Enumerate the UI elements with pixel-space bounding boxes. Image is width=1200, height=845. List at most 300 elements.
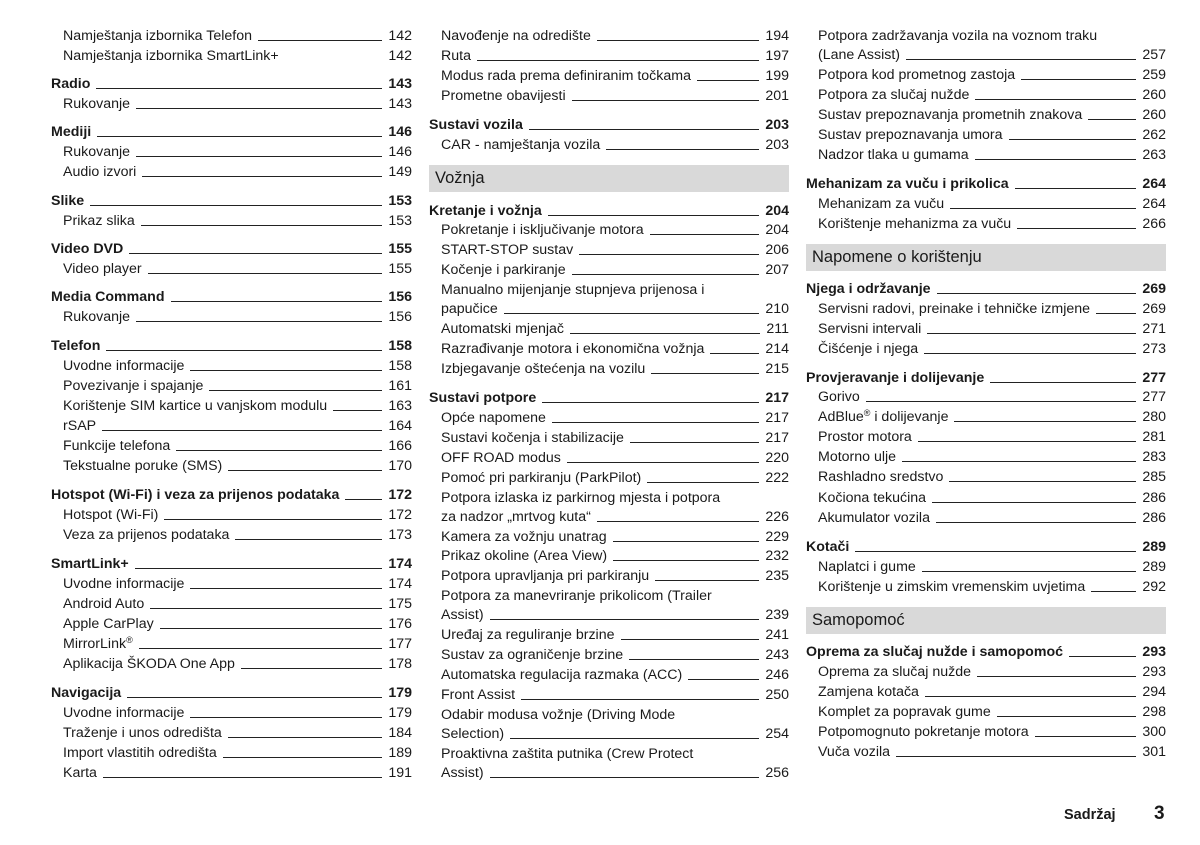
toc-entry-pomoc-pri-parkiranju-parkpilot[interactable] <box>429 468 789 488</box>
toc-entry-veza-za-prijenos-podataka[interactable] <box>51 525 412 545</box>
toc-page-number: 263 <box>1142 147 1166 163</box>
leader-dots <box>129 253 382 254</box>
toc-entry-off-road-modus[interactable] <box>429 448 789 468</box>
toc-page-number: 174 <box>388 576 412 592</box>
leader-dots <box>937 293 1137 294</box>
toc-entry-servisni-radovi-preinake-i-tehnicke-izmj[interactable] <box>806 299 1166 319</box>
leader-dots <box>504 313 760 314</box>
leader-dots <box>932 502 1136 503</box>
leader-dots <box>866 401 1137 402</box>
toc-page-number: 257 <box>1142 47 1166 63</box>
toc-chapter-sustavi-potpore[interactable] <box>429 388 789 408</box>
toc-entry-label: Čišćenje i njega <box>818 341 919 357</box>
toc-entry-koristenje-u-zimskim-vremenskim-uvjetima[interactable] <box>806 577 1166 597</box>
leader-dots <box>97 136 382 137</box>
toc-page-number: 176 <box>388 616 412 632</box>
toc-entry-label: Sustavi kočenja i stabilizacije <box>441 430 624 446</box>
toc-entry-potpora-zadrzavanja-vozila-na-voznom-tra[interactable] <box>806 45 1166 65</box>
toc-page-number: 260 <box>1142 107 1166 123</box>
leader-dots <box>552 422 759 423</box>
leader-dots <box>950 208 1136 209</box>
toc-entry-namjestanja-izbornika-smartlink[interactable] <box>51 46 412 66</box>
registered-mark: ® <box>126 635 133 645</box>
toc-entry-adblue[interactable] <box>806 407 1166 427</box>
toc-entry-label: Povezivanje i spajanje <box>63 378 204 394</box>
toc-entry-label: Aplikacija ŠKODA One App <box>63 656 235 672</box>
toc-page-number: 239 <box>765 607 789 623</box>
toc-entry-sustav-prepoznavanja-umora[interactable] <box>806 125 1166 145</box>
toc-page-number: 166 <box>388 438 412 454</box>
toc-chapter-navigacija[interactable] <box>51 683 412 703</box>
leader-dots <box>510 738 759 739</box>
toc-entry-oprema-za-slucaj-nuzde[interactable] <box>806 662 1166 682</box>
toc-entry-label: Servisni radovi, preinake i tehničke izmjene <box>818 301 1091 317</box>
leader-dots <box>223 757 383 758</box>
toc-entry-label: MirrorLink® <box>63 635 133 652</box>
toc-entry-audio-izvori[interactable] <box>51 162 412 182</box>
leader-dots <box>927 333 1136 334</box>
toc-entry-automatski-mjenjac[interactable] <box>429 319 789 339</box>
toc-entry-razraivanje-motora-i-ekonomicna-voznja[interactable] <box>429 339 789 359</box>
toc-entry-rukovanje[interactable] <box>51 94 412 114</box>
toc-entry-rukovanje[interactable] <box>51 142 412 162</box>
leader-dots <box>258 40 382 41</box>
toc-page-number: 266 <box>1142 216 1166 232</box>
toc-entry-label: Slike <box>51 193 85 209</box>
toc-entry-rashladno-sredstvo[interactable] <box>806 467 1166 487</box>
toc-entry-sustav-za-ogranicenje-brzine[interactable] <box>429 645 789 665</box>
toc-entry-namjestanja-izbornika-telefon[interactable] <box>51 26 412 46</box>
leader-dots <box>918 441 1137 442</box>
toc-chapter-slike[interactable] <box>51 191 412 211</box>
toc-entry-label: Veza za prijenos podataka <box>63 527 230 543</box>
toc-page-number: 211 <box>766 321 789 337</box>
toc-entry-label: Rukovanje <box>63 144 131 160</box>
toc-page-number: 217 <box>765 430 789 446</box>
toc-page-number: 201 <box>765 88 789 104</box>
toc-page-number: 153 <box>388 193 412 209</box>
toc-entry-label: Sustav prepoznavanja prometnih znakova <box>818 107 1083 123</box>
toc-entry-rukovanje[interactable] <box>51 307 412 327</box>
leader-dots <box>136 156 382 157</box>
toc-entry-line: Potpora za manevriranje prikolicom (Trailer <box>441 588 712 604</box>
toc-entry-mirrorlink[interactable] <box>51 634 412 654</box>
toc-entry-label: Audio izvori <box>63 164 137 180</box>
toc-entry-pokretanje-i-iskljucivanje-motora[interactable] <box>429 220 789 240</box>
toc-entry-label: Motorno ulje <box>818 449 897 465</box>
toc-page-number: 277 <box>1142 389 1166 405</box>
toc-page-number: 142 <box>388 48 412 64</box>
toc-entry-label: Automatska regulacija razmaka (ACC) <box>441 667 683 683</box>
toc-page-number: 172 <box>388 507 412 523</box>
toc-entry-label: Pokretanje i isključivanje motora <box>441 222 644 238</box>
toc-entry-motorno-ulje[interactable] <box>806 447 1166 467</box>
toc-entry-label: Assist) <box>441 607 484 623</box>
toc-entry-naplatci-i-gume[interactable] <box>806 557 1166 577</box>
toc-page-number: 204 <box>765 203 789 219</box>
leader-dots <box>655 580 759 581</box>
leader-dots <box>127 697 382 698</box>
leader-dots <box>136 108 382 109</box>
leader-dots <box>1009 139 1137 140</box>
toc-entry-label: Video player <box>63 261 142 277</box>
toc-entry-uvodne-informacije[interactable] <box>51 574 412 594</box>
leader-dots <box>176 450 382 451</box>
toc-entry-label: Prikaz slika <box>63 213 135 229</box>
toc-entry-label: Provjeravanje i dolijevanje <box>806 370 985 386</box>
toc-entry-kocenje-i-parkiranje[interactable] <box>429 260 789 280</box>
leader-dots <box>924 353 1136 354</box>
toc-entry-label: Selection) <box>441 726 505 742</box>
toc-entry-trazenje-i-unos-odredista[interactable] <box>51 723 412 743</box>
toc-entry-aplikacija-skoda-one-app[interactable] <box>51 654 412 674</box>
toc-entry-start-stop-sustav[interactable] <box>429 240 789 260</box>
toc-page-number: 256 <box>765 765 789 781</box>
leader-dots <box>710 353 759 354</box>
toc-page-number: 153 <box>388 213 412 229</box>
toc-entry-video-player[interactable] <box>51 259 412 279</box>
toc-page-number: 293 <box>1142 664 1166 680</box>
toc-page-number: 207 <box>765 262 789 278</box>
leader-dots <box>855 551 1136 552</box>
toc-entry-hotspot-wi-fi[interactable] <box>51 505 412 525</box>
toc-entry-uvodne-informacije[interactable] <box>51 703 412 723</box>
leader-dots <box>228 737 383 738</box>
toc-entry-manualno-mijenjanje-stupnjeva-prijenosa-[interactable] <box>429 299 789 319</box>
leader-dots <box>333 410 382 411</box>
toc-page-number: 173 <box>388 527 412 543</box>
leader-dots <box>148 273 383 274</box>
toc-chapter-video-dvd[interactable] <box>51 239 412 259</box>
leader-dots <box>141 225 383 226</box>
toc-entry-koristenje-mehanizma-za-vucu[interactable] <box>806 214 1166 234</box>
toc-chapter-kotaci[interactable] <box>806 537 1166 557</box>
toc-entry-zamjena-kotaca[interactable] <box>806 682 1166 702</box>
toc-entry-label: Sustavi vozila <box>429 117 523 133</box>
toc-entry-label: Izbjegavanje oštećenja na vozilu <box>441 361 646 377</box>
toc-entry-kociona-tekucina[interactable] <box>806 488 1166 508</box>
toc-page-number: 281 <box>1142 429 1166 445</box>
leader-dots <box>96 88 382 89</box>
toc-entry-label: Video DVD <box>51 241 124 257</box>
leader-dots <box>606 149 759 150</box>
toc-entry-kamera-za-voznju-unatrag[interactable] <box>429 527 789 547</box>
toc-page-number: 184 <box>388 725 412 741</box>
toc-entry-potpora-za-manevriranje-prikolicom-trail[interactable] <box>429 605 789 625</box>
leader-dots <box>990 382 1136 383</box>
toc-chapter-kretanje-i-voznja[interactable] <box>429 201 789 221</box>
toc-page-number: 214 <box>765 341 789 357</box>
toc-entry-label: Mehanizam za vuču <box>818 196 945 212</box>
leader-dots <box>529 129 759 130</box>
toc-chapter-sustavi-vozila[interactable] <box>429 115 789 135</box>
leader-dots <box>228 470 382 471</box>
leader-dots <box>542 402 759 403</box>
toc-entry-label: papučice <box>441 301 498 317</box>
toc-entry-line: Potpora zadržavanja vozila na voznom traku <box>818 28 1098 44</box>
leader-dots <box>477 60 759 61</box>
toc-entry-automatska-regulacija-razmaka-acc[interactable] <box>429 665 789 685</box>
toc-entry-tekstualne-poruke-sms[interactable] <box>51 456 412 476</box>
toc-entry-vuca-vozila[interactable] <box>806 742 1166 762</box>
toc-page-number: 156 <box>388 289 412 305</box>
toc-entry-apple-carplay[interactable] <box>51 614 412 634</box>
toc-entry-label: Tekstualne poruke (SMS) <box>63 458 223 474</box>
toc-chapter-radio[interactable] <box>51 74 412 94</box>
leader-dots <box>613 541 760 542</box>
toc-page-number: 241 <box>765 627 789 643</box>
leader-dots <box>579 254 759 255</box>
toc-entry-koristenje-sim-kartice-u-vanjskom-modulu[interactable] <box>51 396 412 416</box>
leader-dots <box>190 370 382 371</box>
toc-entry-label: Razrađivanje motora i ekonomična vožnja <box>441 341 705 357</box>
toc-page-number: 206 <box>765 242 789 258</box>
leader-dots <box>136 321 382 322</box>
toc-entry-line: Proaktivna zaštita putnika (Crew Protect <box>441 746 694 762</box>
toc-chapter-njega-i-odrzavanje[interactable] <box>806 279 1166 299</box>
toc-entry-label: Potpora kod prometnog zastoja <box>818 67 1016 83</box>
toc-entry-label: Mediji <box>51 124 92 140</box>
toc-entry-import-vlastitih-odredista[interactable] <box>51 743 412 763</box>
toc-entry-label: Ruta <box>441 48 471 64</box>
toc-page-number: 210 <box>765 301 789 317</box>
toc-entry-rsap[interactable] <box>51 416 412 436</box>
toc-entry-label: Opće napomene <box>441 410 546 426</box>
toc-page-number: 174 <box>388 556 412 572</box>
toc-page-number: 143 <box>388 96 412 112</box>
toc-page-number: 220 <box>765 450 789 466</box>
toc-entry-label: Korištenje u zimskim vremenskim uvjetima <box>818 579 1086 595</box>
toc-page-number: 283 <box>1142 449 1166 465</box>
toc-entry-label: Traženje i unos odredišta <box>63 725 222 741</box>
toc-page-number: 286 <box>1142 510 1166 526</box>
leader-dots <box>190 588 382 589</box>
toc-entry-line: Potpora izlaska iz parkirnog mjesta i potpora <box>441 490 721 506</box>
toc-chapter-mediji[interactable] <box>51 122 412 142</box>
toc-page-number: 179 <box>388 685 412 701</box>
toc-entry-label: Radio <box>51 76 91 92</box>
toc-page-number: 158 <box>388 338 412 354</box>
toc-entry-label: Naplatci i gume <box>818 559 916 575</box>
toc-page-number: 155 <box>388 261 412 277</box>
toc-page-number: 262 <box>1142 127 1166 143</box>
section-heading-samopomoc: Samopomoć <box>806 607 1166 634</box>
toc-entry-label: Namještanja izbornika SmartLink+ <box>63 48 279 64</box>
leader-dots <box>922 571 1137 572</box>
leader-dots <box>1035 736 1137 737</box>
leader-dots <box>135 568 383 569</box>
toc-chapter-provjeravanje-i-dolijevanje[interactable] <box>806 368 1166 388</box>
toc-entry-ureaj-za-reguliranje-brzine[interactable] <box>429 625 789 645</box>
leader-dots <box>650 234 760 235</box>
toc-page-number: 286 <box>1142 490 1166 506</box>
section-heading-napomene-o-koristenju: Napomene o korištenju <box>806 244 1166 271</box>
toc-entry-potpora-za-slucaj-nuzde[interactable] <box>806 85 1166 105</box>
toc-entry-label: Kočiona tekućina <box>818 490 927 506</box>
toc-entry-izbjegavanje-ostecenja-na-vozilu[interactable] <box>429 359 789 379</box>
toc-chapter-mehanizam-za-vucu-i-prikolica[interactable] <box>806 174 1166 194</box>
toc-page-number: 235 <box>765 568 789 584</box>
toc-entry-potpora-kod-prometnog-zastoja[interactable] <box>806 65 1166 85</box>
leader-dots <box>90 205 382 206</box>
leader-dots <box>171 301 383 302</box>
leader-dots <box>490 619 760 620</box>
toc-page-number: 161 <box>388 378 412 394</box>
toc-page-number: 203 <box>765 137 789 153</box>
leader-dots <box>490 777 760 778</box>
toc-page-number: 172 <box>388 487 412 503</box>
toc-entry-akumulator-vozila[interactable] <box>806 508 1166 528</box>
toc-entry-gorivo[interactable] <box>806 387 1166 407</box>
toc-entry-label: Uvodne informacije <box>63 576 185 592</box>
toc-entry-label: Gorivo <box>818 389 860 405</box>
toc-entry-label: Prikaz okoline (Area View) <box>441 548 608 564</box>
toc-entry-uvodne-informacije[interactable] <box>51 356 412 376</box>
toc-entry-label: Automatski mjenjač <box>441 321 565 337</box>
toc-chapter-telefon[interactable] <box>51 336 412 356</box>
toc-entry-label: Assist) <box>441 765 484 781</box>
toc-entry-label: Modus rada prema definiranim točkama <box>441 68 691 84</box>
toc-chapter-hotspot-wi-fi-i-veza-za-prijenos-podatak[interactable] <box>51 485 412 505</box>
toc-page-number: 191 <box>388 765 412 781</box>
toc-page-number: 289 <box>1142 559 1166 575</box>
toc-entry-label: Navigacija <box>51 685 122 701</box>
toc-entry-proaktivna-zastita-putnika-crew-protect[interactable] <box>429 763 789 783</box>
toc-entry-nadzor-tlaka-u-gumama[interactable] <box>806 145 1166 165</box>
toc-entry-label: Korištenje mehanizma za vuču <box>818 216 1012 232</box>
toc-entry-sustavi-kocenja-i-stabilizacije[interactable] <box>429 428 789 448</box>
toc-entry-label: Nadzor tlaka u gumama <box>818 147 969 163</box>
toc-entry-funkcije-telefona[interactable] <box>51 436 412 456</box>
toc-entry-ruta[interactable] <box>429 46 789 66</box>
toc-page-number: 217 <box>765 410 789 426</box>
leader-dots <box>925 696 1136 697</box>
toc-page-number: 280 <box>1142 409 1166 425</box>
toc-page-number: 178 <box>388 656 412 672</box>
toc-entry-label: Namještanja izbornika Telefon <box>63 28 253 44</box>
leader-dots <box>896 756 1136 757</box>
toc-page-number: 203 <box>765 117 789 133</box>
leader-dots <box>572 274 760 275</box>
toc-entry-label: Prometne obavijesti <box>441 88 566 104</box>
toc-entry-potpora-izlaska-iz-parkirnog-mjesta-i-po[interactable] <box>429 507 789 527</box>
toc-entry-label: Apple CarPlay <box>63 616 154 632</box>
toc-page-number: 271 <box>1142 321 1166 337</box>
toc-page-number: 194 <box>765 28 789 44</box>
leader-dots <box>1088 119 1136 120</box>
leader-dots <box>688 679 759 680</box>
toc-entry-prostor-motora[interactable] <box>806 427 1166 447</box>
leader-dots <box>697 80 759 81</box>
toc-entry-povezivanje-i-spajanje[interactable] <box>51 376 412 396</box>
leader-dots <box>597 40 759 41</box>
toc-entry-label: Zamjena kotača <box>818 684 919 700</box>
toc-page-number: 179 <box>388 705 412 721</box>
toc-entry-android-auto[interactable] <box>51 594 412 614</box>
leader-dots <box>235 539 382 540</box>
toc-page-number: 260 <box>1142 87 1166 103</box>
leader-dots <box>190 717 382 718</box>
toc-entry-karta[interactable] <box>51 763 412 783</box>
toc-entry-servisni-intervali[interactable] <box>806 319 1166 339</box>
toc-entry-ciscenje-i-njega[interactable] <box>806 339 1166 359</box>
toc-entry-label: Akumulator vozila <box>818 510 930 526</box>
toc-page-number: 289 <box>1142 539 1166 555</box>
toc-entry-label: Uvodne informacije <box>63 358 185 374</box>
leader-dots <box>1096 313 1136 314</box>
page-number: 3 <box>1154 803 1165 824</box>
leader-dots <box>1017 228 1136 229</box>
toc-entry-label: Potpomognuto pokretanje motora <box>818 724 1029 740</box>
toc-entry-label: Hotspot (Wi-Fi) <box>63 507 159 523</box>
toc-page-number: 163 <box>388 398 412 414</box>
toc-page-number: 158 <box>388 358 412 374</box>
toc-entry-label: Hotspot (Wi-Fi) i veza za prijenos podataka <box>51 487 340 503</box>
toc-entry-label: Kočenje i parkiranje <box>441 262 566 278</box>
toc-page-number: 273 <box>1142 341 1166 357</box>
toc-entry-label: OFF ROAD modus <box>441 450 561 466</box>
toc-entry-label: Njega i održavanje <box>806 281 931 297</box>
toc-chapter-oprema-za-slucaj-nuzde-i-samopomoc[interactable] <box>806 642 1166 662</box>
toc-chapter-media-command[interactable] <box>51 287 412 307</box>
toc-page-number: 298 <box>1142 704 1166 720</box>
leader-dots <box>906 59 1136 60</box>
leader-dots <box>597 521 760 522</box>
toc-entry-car---namjestanja-vozila[interactable] <box>429 135 789 155</box>
toc-page-number: 204 <box>765 222 789 238</box>
toc-entry-label: Servisni intervali <box>818 321 922 337</box>
toc-entry-mehanizam-za-vucu[interactable] <box>806 194 1166 214</box>
toc-chapter-smartlink[interactable] <box>51 554 412 574</box>
toc-page-number: 146 <box>388 144 412 160</box>
toc-entry-label: Kamera za vožnju unatrag <box>441 529 607 545</box>
toc-entry-modus-rada-prema-definiranim-tockama[interactable] <box>429 66 789 86</box>
toc-entry-komplet-za-popravak-gume[interactable] <box>806 702 1166 722</box>
toc-entry-front-assist[interactable] <box>429 685 789 705</box>
leader-dots <box>150 608 382 609</box>
toc-entry-label: Sustav prepoznavanja umora <box>818 127 1003 143</box>
toc-page-number: 285 <box>1142 469 1166 485</box>
leader-dots <box>209 390 382 391</box>
toc-page-number: 250 <box>765 687 789 703</box>
toc-entry-prikaz-slika[interactable] <box>51 211 412 231</box>
toc-entry-sustav-prepoznavanja-prometnih-znakova[interactable] <box>806 105 1166 125</box>
leader-dots <box>902 461 1136 462</box>
toc-entry-label: Oprema za slučaj nužde <box>818 664 971 680</box>
toc-entry-prometne-obavijesti[interactable] <box>429 86 789 106</box>
toc-page-number: 264 <box>1142 196 1166 212</box>
leader-dots <box>1015 188 1137 189</box>
toc-entry-label: Funkcije telefona <box>63 438 171 454</box>
leader-dots <box>975 159 1137 160</box>
toc-entry-label: Uređaj za reguliranje brzine <box>441 627 615 643</box>
leader-dots <box>160 628 383 629</box>
footer-label: Sadržaj <box>1064 807 1116 823</box>
toc-entry-label: Korištenje SIM kartice u vanjskom modulu <box>63 398 328 414</box>
toc-entry-label: Media Command <box>51 289 165 305</box>
toc-entry-prikaz-okoline-area-view[interactable] <box>429 546 789 566</box>
toc-entry-potpora-upravljanja-pri-parkiranju[interactable] <box>429 566 789 586</box>
toc-entry-odabir-modusa-voznje-driving-mode[interactable] <box>429 724 789 744</box>
toc-entry-label: CAR - namještanja vozila <box>441 137 601 153</box>
toc-entry-label: Pomoć pri parkiranju (ParkPilot) <box>441 470 642 486</box>
toc-entry-opce-napomene[interactable] <box>429 408 789 428</box>
toc-entry-label: Prostor motora <box>818 429 912 445</box>
toc-entry-potpomognuto-pokretanje-motora[interactable] <box>806 722 1166 742</box>
toc-entry-label: Rukovanje <box>63 96 131 112</box>
toc-entry-navoenje-na-odrediste[interactable] <box>429 26 789 46</box>
leader-dots <box>954 421 1136 422</box>
